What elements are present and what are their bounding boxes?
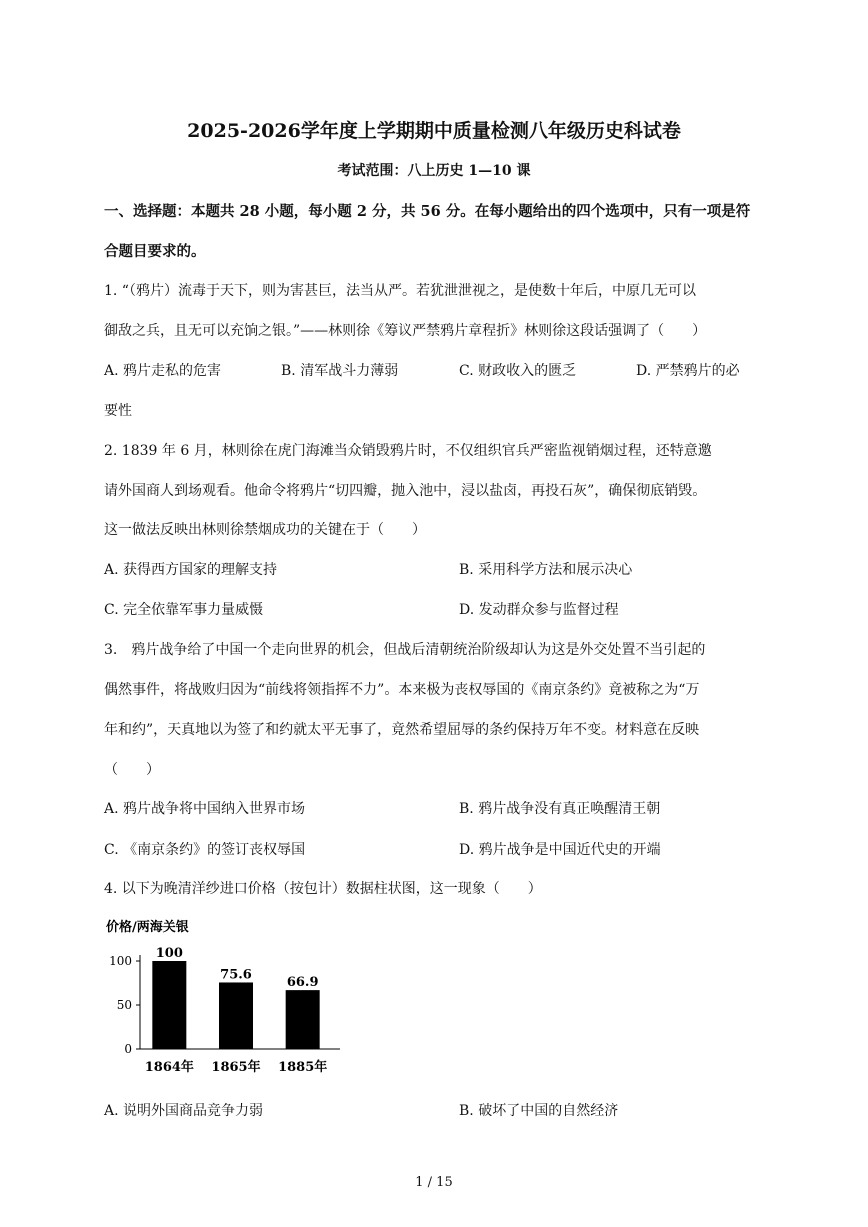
q3-line1: 3. 鸦片战争给了中国一个走向世界的机会，但战后清朝统治阶级却认为这是外交处置不当引起的 bbox=[104, 642, 706, 658]
q4-line1: 4. 以下为晚清洋纱进口价格（按包计）数据柱状图，这一现象（ ） bbox=[104, 881, 542, 897]
q4-option-a: A. 说明外国商品竞争力弱 bbox=[104, 1103, 264, 1119]
price-bar-chart bbox=[100, 915, 360, 1085]
bar-1 bbox=[219, 982, 253, 1049]
q3-option-b: B. 鸦片战争没有真正唤醒清王朝 bbox=[459, 801, 661, 817]
data-label-0: 100 bbox=[155, 946, 183, 961]
y-tick-label-1: 50 bbox=[116, 998, 132, 1012]
q2-option-b: B. 采用科学方法和展示决心 bbox=[459, 562, 633, 578]
q2-line1: 2. 1839 年 6 月，林则徐在虎门海滩当众销毁鸦片时，不仅组织官兵严密监视销烟过程，还特意邀 bbox=[104, 443, 712, 459]
q2-option-d: D. 发动群众参与监督过程 bbox=[459, 602, 619, 618]
q2-line3: 这一做法反映出林则徐禁烟成功的关键在于（ ） bbox=[104, 522, 426, 538]
exam-scope: 考试范围：八上历史 1—10 课 bbox=[337, 163, 531, 179]
bar-0 bbox=[152, 961, 186, 1049]
y-tick-label-0: 0 bbox=[124, 1042, 132, 1056]
q3-option-c: C. 《南京条约》的签订丧权辱国 bbox=[104, 842, 306, 858]
bar-2 bbox=[286, 990, 320, 1049]
q2-option-c: C. 完全依靠军事力量威慑 bbox=[104, 602, 264, 618]
data-label-1: 75.6 bbox=[220, 967, 252, 983]
q3-line2: 偶然事件，将战败归因为“前线将领指挥不力”。本来极为丧权辱国的《南京条约》竟被称之为“万 bbox=[104, 682, 700, 698]
q1-option-d-cont: 要性 bbox=[104, 403, 132, 419]
q2-option-a: A. 获得西方国家的理解支持 bbox=[104, 562, 278, 578]
q1-option-b: B. 清军战斗力薄弱 bbox=[281, 363, 399, 379]
x-tick-label-2: 1885年 bbox=[278, 1060, 328, 1075]
q1-line1: 1. “（鸦片）流毒于天下，则为害甚巨，法当从严。若犹泄泄视之，是使数十年后，中原几无可以 bbox=[104, 283, 696, 299]
q4-option-b: B. 破坏了中国的自然经济 bbox=[459, 1103, 619, 1119]
page-title: 2025-2026学年度上学期期中质量检测八年级历史科试卷 bbox=[187, 120, 681, 142]
q3-option-a: A. 鸦片战争将中国纳入世界市场 bbox=[104, 801, 306, 817]
y-tick-label-2: 100 bbox=[109, 954, 132, 968]
data-label-2: 66.9 bbox=[286, 975, 319, 991]
q3-option-d: D. 鸦片战争是中国近代史的开端 bbox=[459, 842, 661, 858]
section-heading-line1: 一、选择题：本题共 28 小题，每小题 2 分，共 56 分。在每小题给出的四个选项中，只有一项是符 bbox=[104, 203, 751, 220]
q1-option-c: C. 财政收入的匮乏 bbox=[459, 363, 577, 379]
x-tick-label-1: 1865年 bbox=[211, 1060, 261, 1075]
q3-line3: 年和约”，天真地以为签了和约就太平无事了，竟然希望屈辱的条约保持万年不变。材料意在反映 bbox=[104, 722, 700, 738]
x-tick-label-0: 1864年 bbox=[144, 1060, 194, 1075]
section-heading-line2: 合题目要求的。 bbox=[104, 243, 206, 260]
y-axis-label: 价格/两海关银 bbox=[106, 920, 189, 935]
q1-line2: 御敌之兵，且无可以充饷之银。”——林则徐《筹议严禁鸦片章程折》林则徐这段话强调了（ ） bbox=[104, 323, 707, 339]
q1-option-d: D. 严禁鸦片的必 bbox=[636, 363, 740, 379]
q3-line4: （ ） bbox=[104, 762, 160, 778]
q2-line2: 请外国商人到场观看。他命令将鸦片“切四瓣，抛入池中，浸以盐卤，再投石灰”，确保彻底销毁。 bbox=[104, 483, 707, 499]
page-number: 1 / 15 bbox=[415, 1175, 453, 1190]
q1-option-a: A. 鸦片走私的危害 bbox=[104, 363, 222, 379]
